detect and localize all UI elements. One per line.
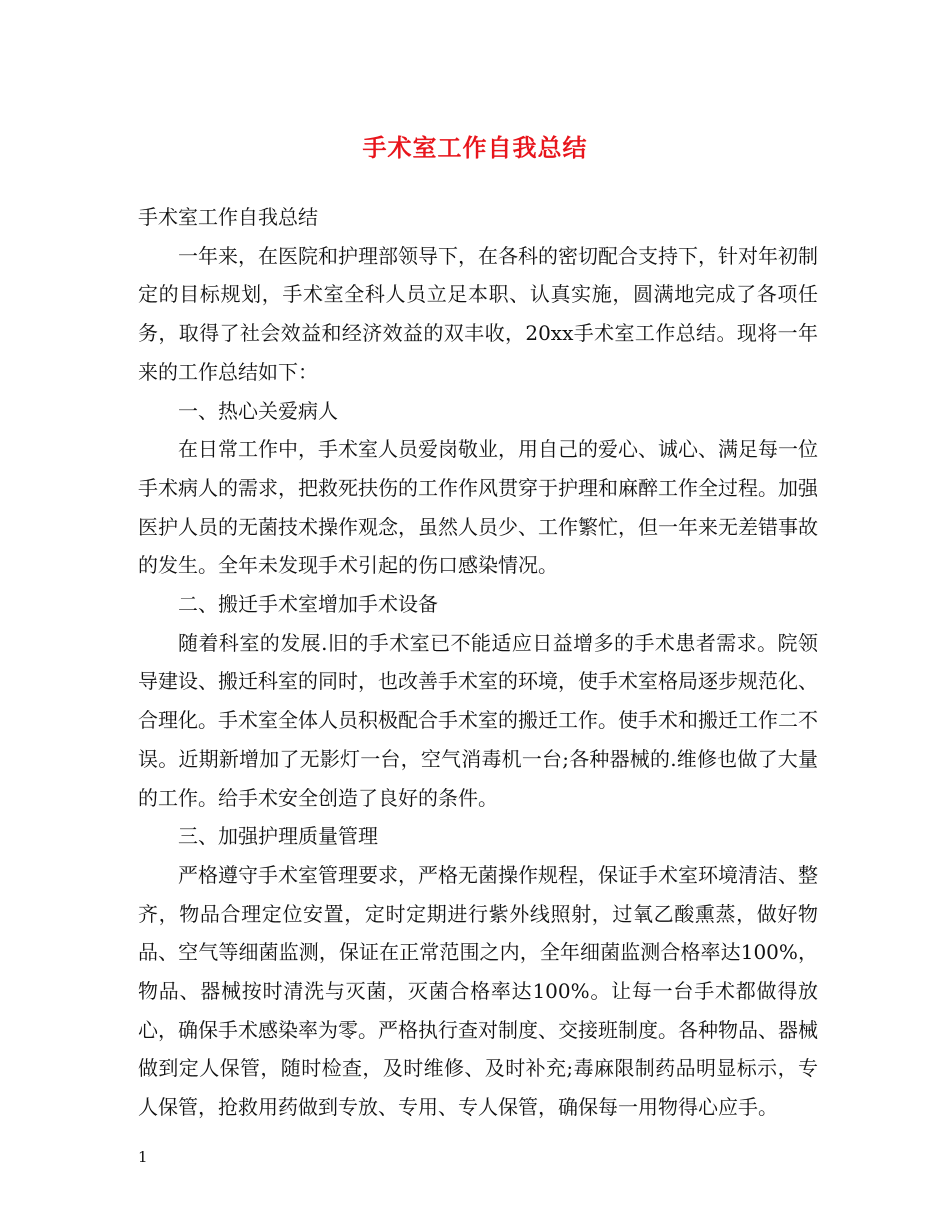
document-body <box>138 198 818 1127</box>
paragraph-heading: 手术室工作自我总结 <box>138 205 318 229</box>
paragraph-section-2: 随着科室的发展.旧的手术室已不能适应日益增多的手术患者需求。院领导建设、搬迁科室的同时，也改善手术室的环境，使手术室格局逐步规范化、合理化。手术室全体人员积极配合手术室的搬迁工作。使手术和搬迁工作二不误。近期新增加了无影灯一台，空气消毒机一台;各种器械的.维修也做了大量的工作。给手术安全创造了良好的条件。 <box>138 630 818 810</box>
section-heading-2: 二、搬迁手术室增加手术设备 <box>178 592 438 617</box>
document-title: 手术室工作自我总结 <box>362 133 588 162</box>
paragraph-section-1: 在日常工作中，手术室人员爱岗敬业，用自己的爱心、诚心、满足每一位手术病人的需求，把救死扶伤的工作作风贯穿于护理和麻醉工作全过程。加强医护人员的无菌技术操作观念，虽然人员少、工作繁忙，但一年来无差错事故的发生。全年未发现手术引起的伤口感染情况。 <box>138 437 818 578</box>
section-heading-1: 一、热心关爱病人 <box>178 398 338 423</box>
page-number: 1 <box>138 1148 148 1166</box>
paragraph-intro: 一年来，在医院和护理部领导下，在各科的密切配合支持下，针对年初制定的目标规划，手术室全科人员立足本职、认真实施，圆满地完成了各项任务，取得了社会效益和经济效益的双丰收，20xx手术室工作总结。现将一年来的工作总结如下： <box>138 243 818 384</box>
paragraph-section-3: 严格遵守手术室管理要求，严格无菌操作规程，保证手术室环境清洁、整齐，物品合理定位安置，定时定期进行紫外线照射，过氧乙酸熏蒸，做好物品、空气等细菌监测，保证在正常范围之内，全年细菌监测合格率达100%，物品、器械按时清洗与灭菌，灭菌合格率达100%。让每一台手术都做得放心，确保手术感染率为零。严格执行查对制度、交接班制度。各种物品、器械做到定人保管，随时检查，及时维修、及时补充;毒麻限制药品明显标示，专人保管，抢救用药做到专放、专用、专人保管，确保每一用物得心应手。 <box>138 862 818 1120</box>
section-heading-3: 三、加强护理质量管理 <box>178 824 378 849</box>
